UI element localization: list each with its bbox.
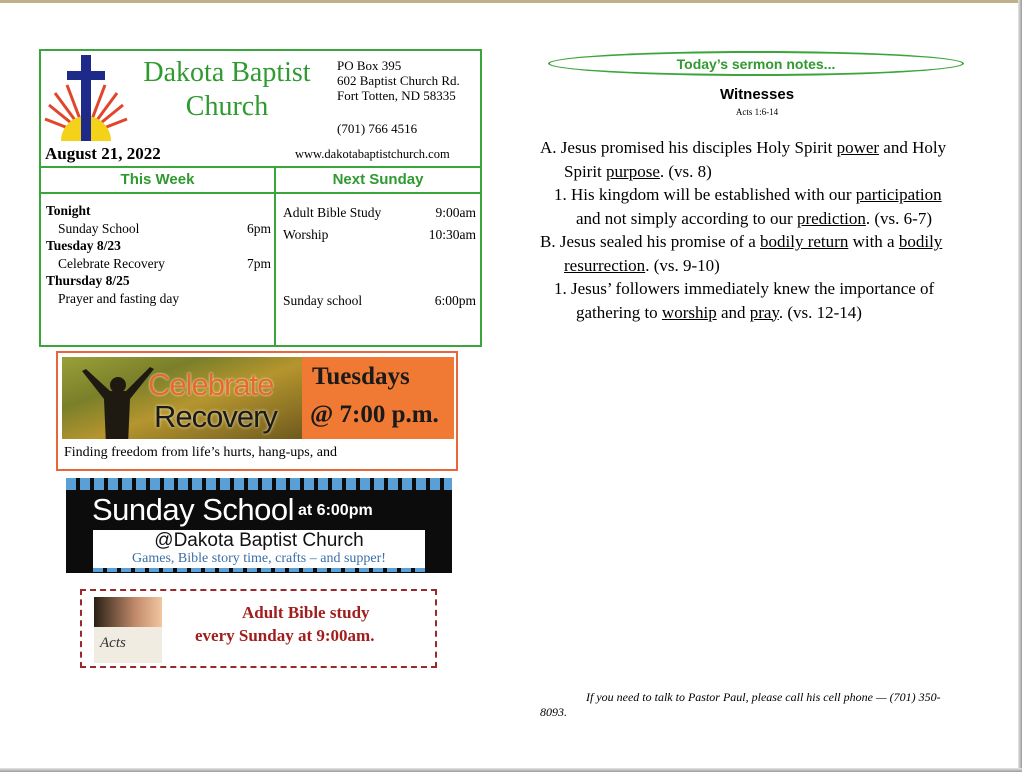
day-label: Tonight (46, 203, 91, 218)
celebrate-recovery-time-panel (302, 357, 454, 439)
text: 1. His kingdom will be established with our (554, 185, 856, 204)
church-name-line2: Church (185, 91, 269, 122)
this-week-heading: This Week (120, 171, 195, 188)
event-time: 7pm (246, 255, 271, 271)
celebrate-recovery-image (62, 357, 302, 439)
event-label: Sunday school (283, 293, 363, 308)
fill-in-blank: purpose (606, 161, 660, 181)
sermon-reference: Acts 1:6-14 (735, 107, 779, 117)
text: with a (848, 232, 899, 251)
church-info-box (39, 49, 482, 347)
event-label: Sunday School (58, 220, 140, 236)
cross-sunburst-icon (43, 53, 129, 143)
outline-point (540, 230, 970, 277)
decorative-border (66, 478, 452, 490)
outline-subpoint (540, 277, 970, 324)
address-line3: Fort Totten, ND 58335 (337, 88, 456, 103)
outline-point (540, 136, 970, 183)
sunday-school-subtitle: Games, Bible story time, crafts – and supper! (132, 551, 386, 566)
sermon-outline (540, 136, 970, 324)
text: and Holy Spirit (564, 138, 947, 181)
fill-in-blank: pray (749, 302, 779, 322)
recovery-word: Recovery (154, 399, 277, 434)
event-label: Adult Bible Study (283, 205, 382, 220)
address-line2: 602 Baptist Church Rd. (337, 73, 460, 88)
list-item (283, 290, 476, 312)
text: . (vs. 6-7) (865, 208, 932, 228)
fill-in-blank: participation (855, 185, 942, 204)
list-item (46, 220, 271, 238)
top-border (0, 0, 1022, 3)
acts-book-image (94, 597, 162, 663)
text: . (vs. 9-10) (645, 255, 720, 275)
next-sunday-list (283, 202, 476, 312)
list-item (46, 255, 271, 273)
adult-bible-line1: Adult Bible study (242, 603, 370, 622)
outline-subpoint (540, 183, 970, 230)
adult-bible-study-ad (80, 589, 437, 668)
church-name (127, 56, 327, 124)
text: 1. Jesus’ followers immediately knew the importance of gathering to (554, 279, 935, 322)
meeting-day: Tuesdays (312, 363, 410, 390)
meeting-time: @ 7:00 p.m. (310, 401, 439, 428)
divider (41, 192, 480, 194)
column-divider (274, 168, 276, 345)
sunday-school-banner (66, 478, 452, 573)
adult-bible-line2: every Sunday at 9:00am. (195, 626, 375, 645)
bulletin-date: August 21, 2022 (45, 144, 161, 163)
book-cover-photo (94, 597, 162, 627)
sermon-title: Witnesses (719, 86, 795, 103)
fill-in-blank: prediction (796, 208, 866, 228)
event-time: 9:00am (435, 205, 476, 220)
this-week-list (46, 202, 271, 307)
sermon-notes-heading: Today’s sermon notes... (676, 56, 836, 72)
next-sunday-heading: Next Sunday (332, 171, 424, 188)
text: B. Jesus sealed his promise of a (540, 232, 761, 251)
mailing-address (337, 58, 460, 103)
sermon-notes-banner (548, 51, 964, 76)
day-label: Tuesday 8/23 (46, 238, 121, 253)
list-item (46, 290, 271, 308)
list-item (283, 202, 476, 224)
page-shadow-right (1018, 0, 1022, 772)
text: and (716, 302, 750, 322)
sunday-school-location: @Dakota Baptist Church (154, 530, 364, 551)
event-label: Prayer and fasting day (58, 290, 180, 306)
text: and not simply according to our (576, 208, 797, 228)
address-line1: PO Box 395 (337, 58, 402, 73)
church-name-line1: Dakota Baptist (143, 57, 311, 88)
fill-in-blank: power (836, 138, 880, 157)
fill-in-blank: bodily resurrection (564, 232, 943, 275)
text: . (vs. 8) (659, 161, 712, 181)
page-shadow-bottom (0, 768, 1022, 772)
church-header (41, 51, 480, 168)
list-item (283, 224, 476, 246)
event-time: 10:30am (428, 227, 476, 242)
fill-in-blank: bodily return (760, 232, 849, 251)
sunday-school-info (93, 530, 425, 568)
text: A. Jesus promised his disciples Holy Spirit (540, 138, 837, 157)
celebrate-word: Celebrate (148, 367, 274, 402)
pastor-contact-note: If you need to talk to Pastor Paul, please call his cell phone — (701) 350-8093. (540, 690, 941, 719)
event-time: 6:00pm (434, 293, 476, 308)
event-time: 6pm (246, 220, 271, 236)
fill-in-blank: worship (661, 302, 717, 322)
day-label: Thursday 8/25 (46, 273, 130, 288)
website-link[interactable]: www.dakotabaptistchurch.com (295, 147, 450, 161)
celebrate-recovery-ad (56, 351, 458, 471)
celebrate-recovery-caption: Finding freedom from life’s hurts, hang-ups, and (64, 445, 337, 460)
text: . (vs. 12-14) (778, 302, 862, 322)
event-label: Worship (283, 227, 329, 242)
decorative-border (93, 568, 425, 572)
phone-number: (701) 766 4516 (337, 121, 418, 136)
sunday-school-title: Sunday School (92, 492, 295, 527)
sunday-school-time: at 6:00pm (298, 502, 373, 519)
event-label: Celebrate Recovery (58, 255, 165, 271)
book-title: Acts (100, 635, 126, 651)
